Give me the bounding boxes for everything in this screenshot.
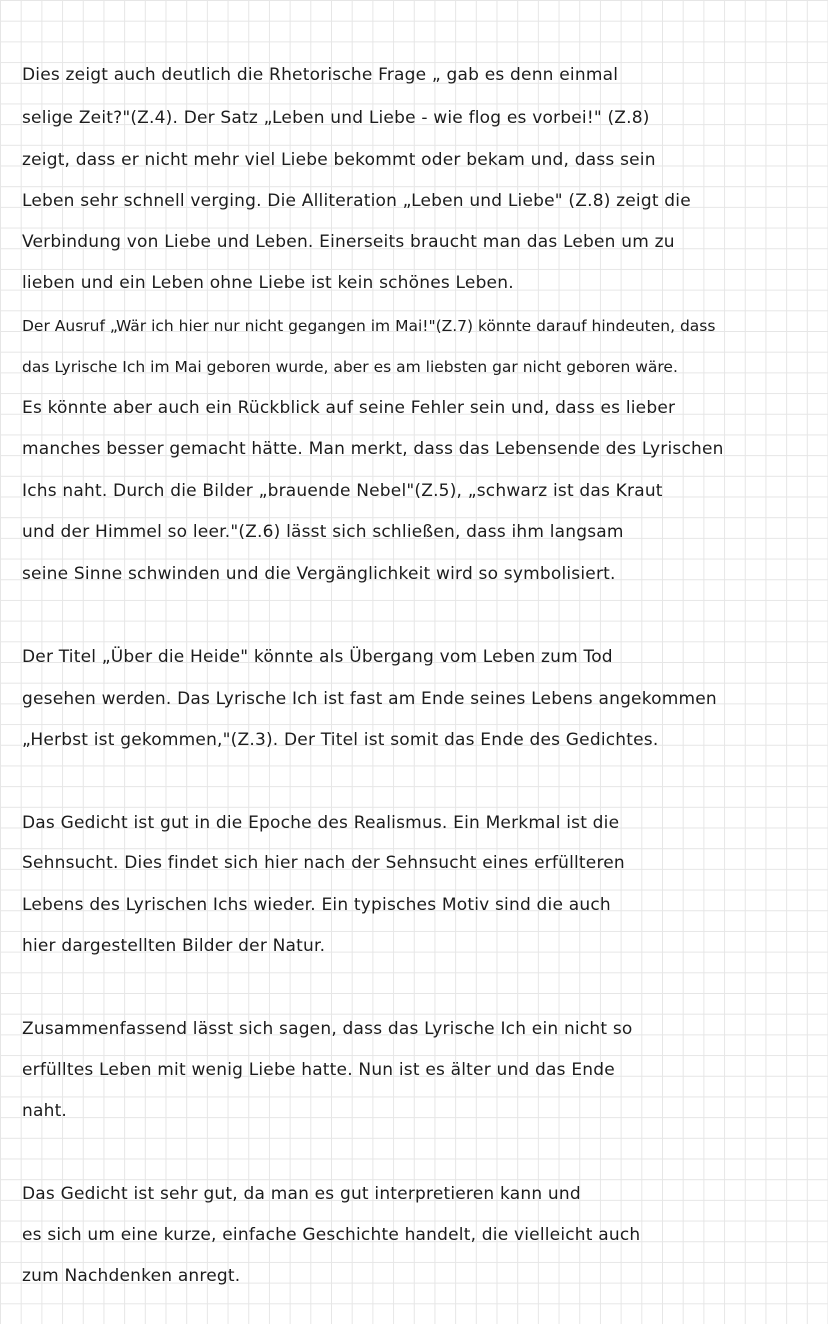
text-line: Der Ausruf „Wär ich hier nur nicht gegangen im Mai!"(Z.7) könnte darauf hindeuten, dass xyxy=(22,317,716,335)
text-line: Lebens des Lyrischen Ichs wieder. Ein typisches Motiv sind die auch xyxy=(22,895,611,915)
text-line: zum Nachdenken anregt. xyxy=(22,1266,241,1286)
text-line: es sich um eine kurze, einfache Geschichte handelt, die vielleicht auch xyxy=(22,1225,641,1245)
text-line: selige Zeit?"(Z.4). Der Satz „Leben und Liebe - wie flog es vorbei!" (Z.8) xyxy=(22,108,650,128)
text-line: hier dargestellten Bilder der Natur. xyxy=(22,936,326,956)
text-line: lieben und ein Leben ohne Liebe ist kein schönes Leben. xyxy=(22,273,514,293)
text-line: das Lyrische Ich im Mai geboren wurde, aber es am liebsten gar nicht geboren wäre. xyxy=(22,358,678,376)
text-line: erfülltes Leben mit wenig Liebe hatte. Nun ist es älter und das Ende xyxy=(22,1060,615,1080)
text-line: Leben sehr schnell verging. Die Alliteration „Leben und Liebe" (Z.8) zeigt die xyxy=(22,191,691,211)
text-line: Das Gedicht ist sehr gut, da man es gut interpretieren kann und xyxy=(22,1184,581,1204)
text-line: zeigt, dass er nicht mehr viel Liebe bekommt oder bekam und, dass sein xyxy=(22,150,656,170)
text-line: und der Himmel so leer."(Z.6) lässt sich schließen, dass ihm langsam xyxy=(22,522,624,542)
text-line: gesehen werden. Das Lyrische Ich ist fast am Ende seines Lebens angekommen xyxy=(22,689,717,709)
text-line: manches besser gemacht hätte. Man merkt, dass das Lebensende des Lyrischen xyxy=(22,439,724,459)
text-line: Zusammenfassend lässt sich sagen, dass das Lyrische Ich ein nicht so xyxy=(22,1019,633,1039)
text-line: Verbindung von Liebe und Leben. Einerseits braucht man das Leben um zu xyxy=(22,232,675,252)
text-line: „Herbst ist gekommen,"(Z.3). Der Titel ist somit das Ende des Gedichtes. xyxy=(22,730,659,750)
text-line: Das Gedicht ist gut in die Epoche des Realismus. Ein Merkmal ist die xyxy=(22,813,620,833)
text-line: Sehnsucht. Dies findet sich hier nach der Sehnsucht eines erfüllteren xyxy=(22,853,625,873)
text-line: seine Sinne schwinden und die Vergänglichkeit wird so symbolisiert. xyxy=(22,564,616,584)
text-line: naht. xyxy=(22,1101,68,1121)
text-line: Dies zeigt auch deutlich die Rhetorische Frage „ gab es denn einmal xyxy=(22,65,619,85)
text-line: Ichs naht. Durch die Bilder „brauende Nebel"(Z.5), „schwarz ist das Kraut xyxy=(22,481,663,501)
text-line: Der Titel „Über die Heide" könnte als Übergang vom Leben zum Tod xyxy=(22,647,613,667)
text-line: Es könnte aber auch ein Rückblick auf seine Fehler sein und, dass es lieber xyxy=(22,398,676,418)
